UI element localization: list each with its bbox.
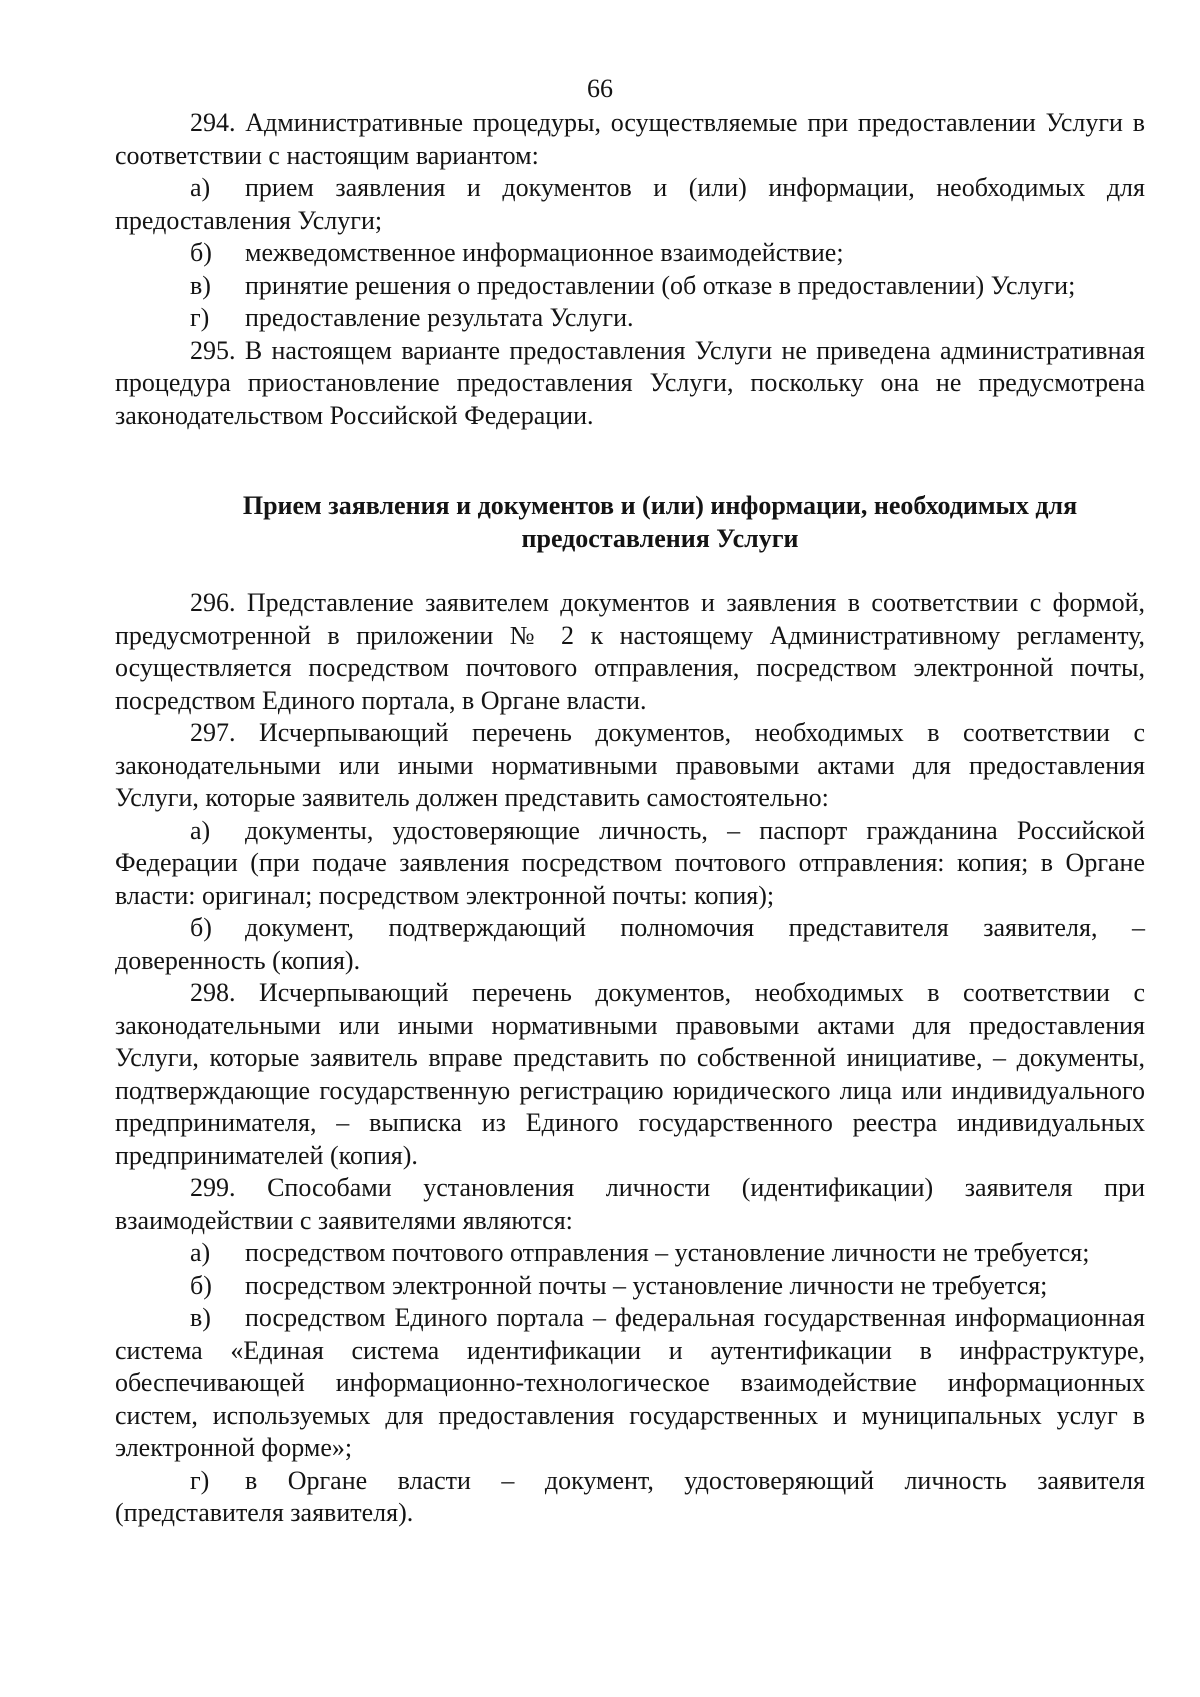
paragraph-number: 298. [190,978,236,1007]
paragraph-number: 294. [190,108,236,137]
list-item-label: б) [190,913,212,942]
paragraph-text: Административные процедуры, осуществляемые при предоставлении Услуги в соответствии с настоящим вариантом: [115,108,1145,170]
document-body [115,107,1145,1530]
list-item [115,1302,1145,1465]
list-item-label: а) [190,815,211,845]
list-item [115,1270,1145,1303]
list-item-text: прием заявления и документов и (или) информации, необходимых для предоставления Услуги; [115,173,1145,235]
list-item-text: посредством почтового отправления – установление личности не требуется; [245,1238,1090,1267]
list-item-label: а) [190,1238,211,1267]
paragraph-text: В настоящем варианте предоставления Услуги не приведена административная процедура приостановление предоставления Услуги, поскольку она не предусмотрена законодательством Российской Федерации. [115,335,1145,430]
list-item [115,815,1145,913]
section-heading: Прием заявления и документов и (или) информации, необходимых для предоставления Услуги [242,491,1078,553]
list-item [115,912,1145,977]
list-item-text: межведомственное информационное взаимодействие; [245,238,844,267]
list-item-label: а) [190,173,211,202]
list-item [115,270,1145,303]
list-item [115,172,1145,237]
list-item-text: документы, удостоверяющие личность, – паспорт гражданина Российской Федерации (при подаче заявления посредством почтового отправления: копия; в Органе власти: оригинал; посредством электронной почты: копия); [115,815,1145,910]
list-item-text: посредством Единого портала – федеральная государственная информационная система «Единая система идентификации и аутентификации в инфраструктуре, обеспечивающей информационно-технологическое взаимодействие информационных систем, используемых для предоставления государственных и муниципальных услуг в электронной форме»; [115,1303,1145,1462]
list-item [115,302,1145,335]
paragraph-number: 296. [190,588,236,617]
list-item [115,1237,1145,1270]
paragraph-299 [115,1172,1145,1237]
paragraph-text: Исчерпывающий перечень документов, необходимых в соответствии с законодательными или иными нормативными правовыми актами для предоставления Услуги, которые заявитель вправе представить по собственной инициативе, – документы, подтверждающие государственную регистрацию юридического лица или индивидуального предпринимателя, – выписка из Единого государственного реестра индивидуальных предпринимателей (копия). [115,978,1145,1170]
paragraph-297 [115,717,1145,815]
list-item-label: б) [190,1270,212,1300]
list-item-text: посредством электронной почты – установление личности не требуется; [245,1270,1048,1300]
list-item-label: г) [190,303,210,332]
list-item-label: б) [190,238,212,267]
paragraph-text: Исчерпывающий перечень документов, необходимых в соответствии с законодательными или иными нормативными правовыми актами для предоставления Услуги, которые заявитель должен представить самостоятельно: [115,718,1145,812]
list-item-text: предоставление результата Услуги. [245,303,634,332]
list-item [115,1465,1145,1530]
section-before-heading [115,107,1145,432]
list-item-label: г) [190,1465,210,1495]
paragraph-number: 295. [190,335,236,365]
list-item [115,237,1145,270]
section-after-heading [115,587,1145,1530]
page-number: 66 [587,74,613,103]
paragraph-294 [115,107,1145,172]
paragraph-296 [115,587,1145,717]
paragraph-295 [115,335,1145,433]
list-item-text: принятие решения о предоставлении (об отказе в предоставлении) Услуги; [245,270,1076,300]
list-item-label: в) [190,270,211,300]
paragraph-text: Представление заявителем документов и заявления в соответствии с формой, предусмотренной в приложении № 2 к настоящему Административному регламенту, осуществляется посредством почтового отправления, посредством электронной почты, посредством Единого портала, в Органе власти. [115,588,1145,715]
list-item-text: документ, подтверждающий полномочия представителя заявителя, – доверенность (копия). [115,913,1145,975]
paragraph-number: 297. [190,718,236,747]
paragraph-text: Способами установления личности (идентификации) заявителя при взаимодействии с заявителями являются: [115,1173,1145,1235]
paragraph-number: 299. [190,1173,236,1202]
paragraph-298 [115,977,1145,1172]
list-item-label: в) [190,1303,211,1332]
list-item-text: в Органе власти – документ, удостоверяющий личность заявителя (представителя заявителя). [115,1465,1145,1527]
